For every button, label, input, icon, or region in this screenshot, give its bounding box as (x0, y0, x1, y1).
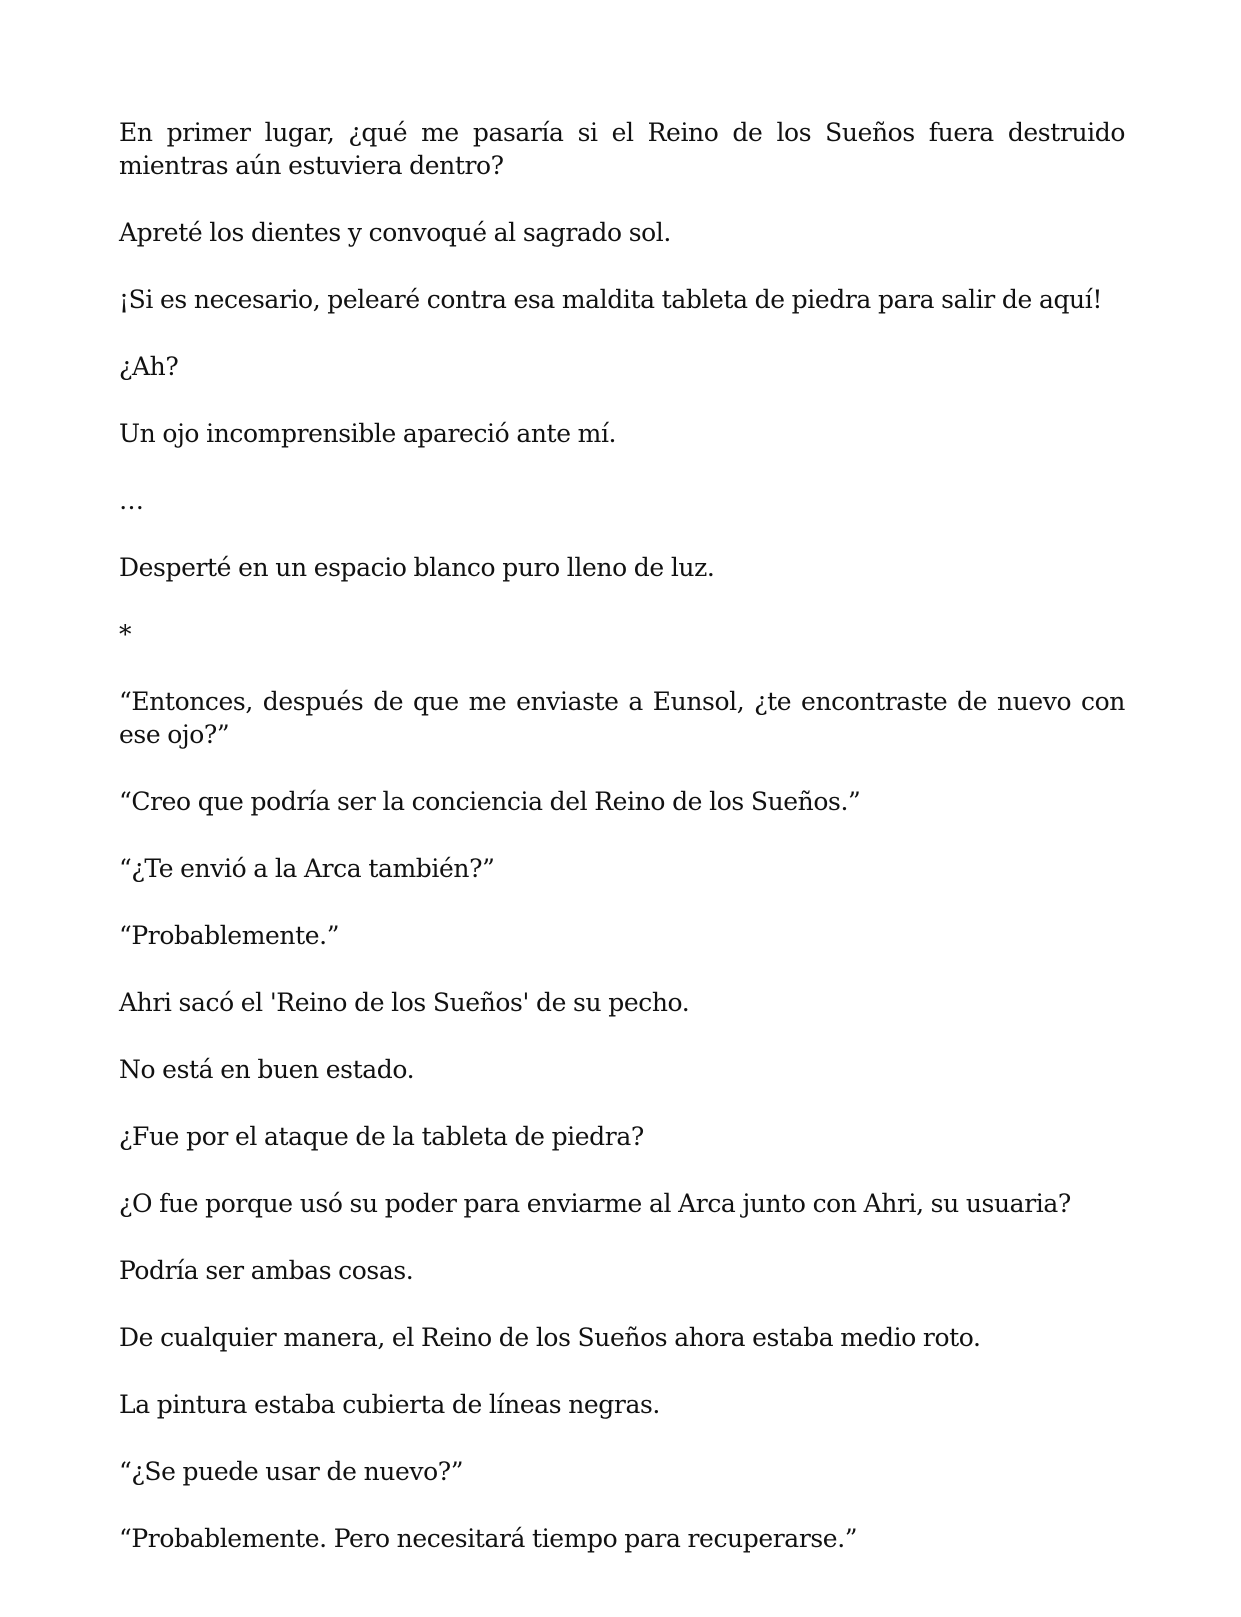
paragraph: De cualquier manera, el Reino de los Sueños ahora estaba medio roto. (119, 1323, 981, 1352)
paragraph: “Creo que podría ser la conciencia del Reino de los Sueños.” (119, 787, 861, 816)
paragraph: “Probablemente. Pero necesitará tiempo para recuperarse.” (119, 1524, 858, 1553)
paragraph: No está en buen estado. (119, 1055, 415, 1084)
paragraph: ¿Ah? (119, 352, 179, 381)
document-body (119, 116, 1125, 1589)
paragraph: Ahri sacó el 'Reino de los Sueños' de su pecho. (119, 988, 690, 1017)
paragraph: “Entonces, después de que me enviaste a Eunsol, ¿te encontraste de nuevo con ese ojo?” (119, 687, 1125, 749)
paragraph: ¡Si es necesario, pelearé contra esa maldita tableta de piedra para salir de aquí! (119, 285, 1102, 314)
paragraph: … (119, 486, 144, 515)
paragraph: La pintura estaba cubierta de líneas negras. (119, 1390, 660, 1419)
paragraph: Apreté los dientes y convoqué al sagrado sol. (119, 218, 671, 247)
paragraph: Desperté en un espacio blanco puro lleno de luz. (119, 553, 715, 582)
paragraph: En primer lugar, ¿qué me pasaría si el Reino de los Sueños fuera destruido mientras aún estuviera dentro? (119, 118, 1125, 180)
paragraph: ¿Fue por el ataque de la tableta de piedra? (119, 1122, 644, 1151)
paragraph: Un ojo incomprensible apareció ante mí. (119, 419, 617, 448)
paragraph: “¿Te envió a la Arca también?” (119, 854, 495, 883)
paragraph: “¿Se puede usar de nuevo?” (119, 1457, 464, 1486)
scene-break: * (119, 620, 132, 649)
paragraph: ¿O fue porque usó su poder para enviarme al Arca junto con Ahri, su usuaria? (119, 1189, 1071, 1218)
paragraph: “Probablemente.” (119, 921, 340, 950)
paragraph: Podría ser ambas cosas. (119, 1256, 414, 1285)
